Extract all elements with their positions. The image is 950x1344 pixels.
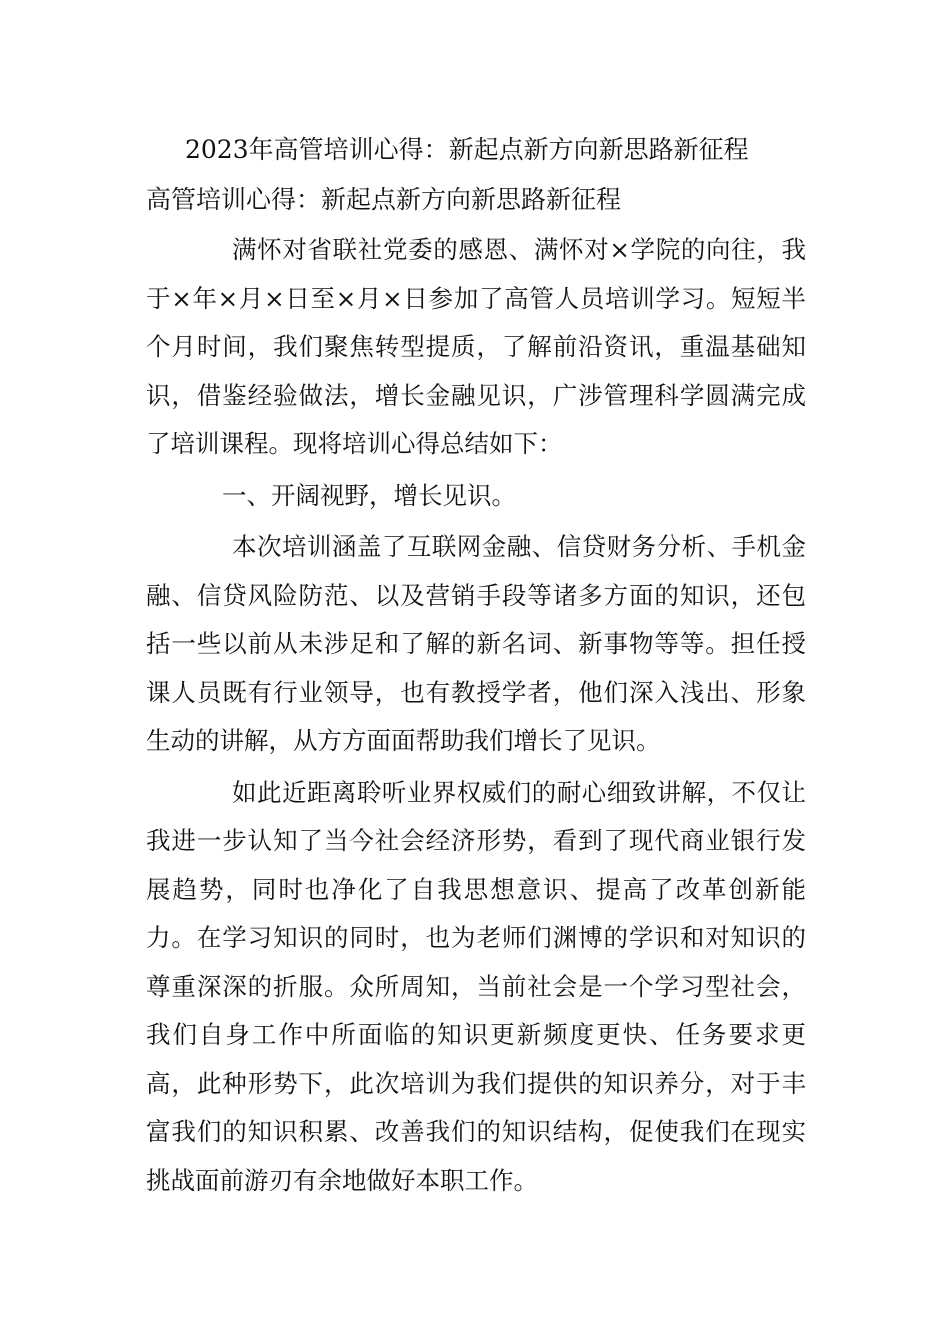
document-subtitle: 高管培训心得：新起点新方向新思路新征程	[146, 185, 622, 214]
paragraph-intro: 满怀对省联社党委的感恩、满怀对×学院的向往，我于×年×月×日至×月×日参加了高管人员培训学习。短短半个月时间，我们聚焦转型提质，了解前沿资讯，重温基础知识，借鉴经验做法，增长金融见识，广涉管理科学圆满完成了培训课程。现将培训心得总结如下：	[146, 235, 806, 458]
section-heading: 一、开阔视野，增长见识。	[222, 480, 516, 510]
document-title: 2023年高管培训心得：新起点新方向新思路新征程	[185, 135, 749, 164]
paragraph-reflection: 如此近距离聆听业界权威们的耐心细致讲解，不仅让我进一步认知了当今社会经济形势，看到了现代商业银行发展趋势，同时也净化了自我思想意识、提高了改革创新能力。在学习知识的同时，也为老师们渊博的学识和对知识的尊重深深的折服。众所周知，当前社会是一个学习型社会，我们自身工作中所面临的知识更新频度更快、任务要求更高，此种形势下，此次培训为我们提供的知识养分，对于丰富我们的知识积累、改善我们的知识结构，促使我们在现实挑战面前游刃有余地做好本职工作。	[146, 777, 806, 1195]
document-body	[146, 226, 806, 1205]
paragraph-training-content: 本次培训涵盖了互联网金融、信贷财务分析、手机金融、信贷风险防范、以及营销手段等诸多方面的知识，还包括一些以前从未涉足和了解的新名词、新事物等等。担任授课人员既有行业领导，也有教授学者，他们深入浅出、形象生动的讲解，从方方面面帮助我们增长了见识。	[146, 532, 806, 755]
